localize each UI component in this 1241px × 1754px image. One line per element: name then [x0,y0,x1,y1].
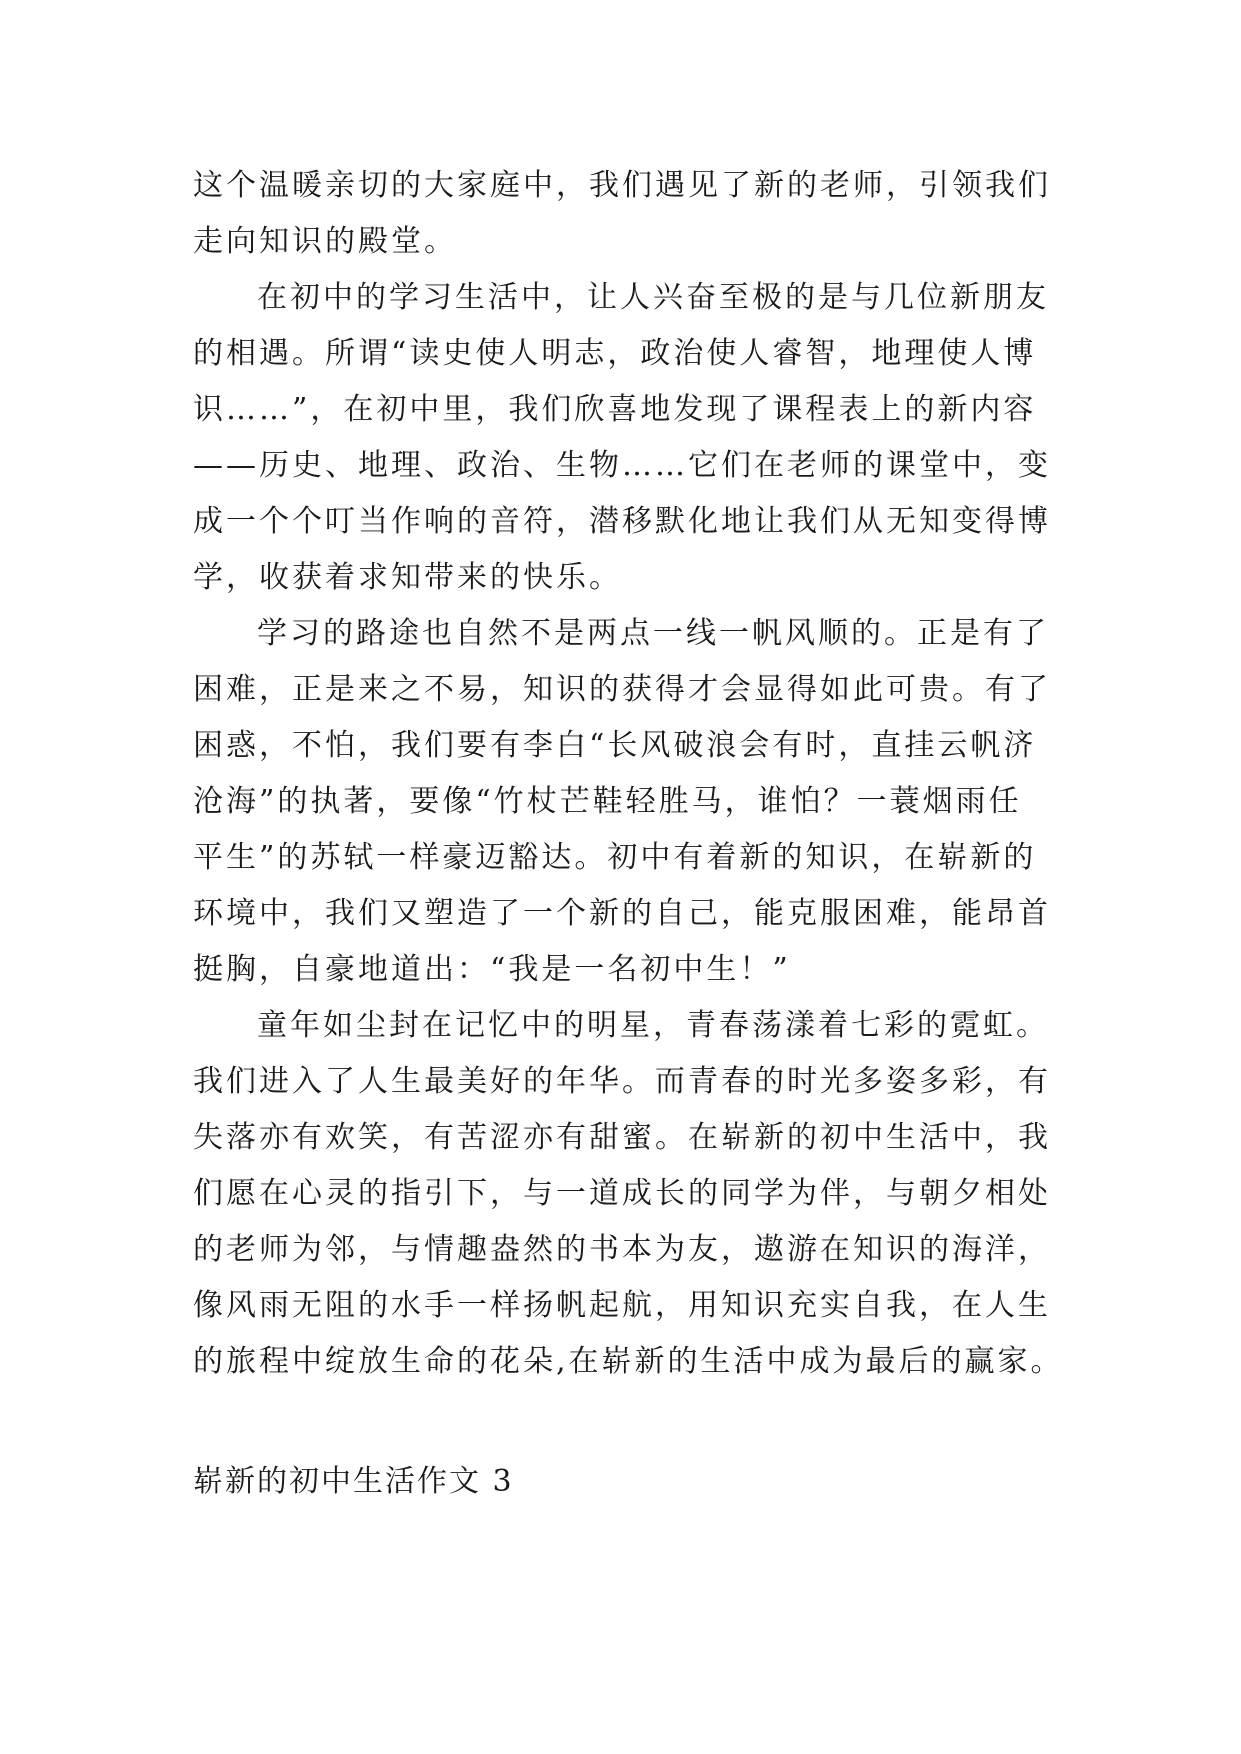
paragraph-line: 像风雨无阻的水手一样扬帆起航，用知识充实自我，在人生 [193,1288,1051,1323]
paragraph-line: ——历史、地理、政治、生物……它们在老师的课堂中，变 [193,448,1051,483]
paragraph-line: 平生”的苏轼一样豪迈豁达。初中有着新的知识，在崭新的 [193,840,1037,875]
paragraph-line: 我们进入了人生最美好的年华。而青春的时光多姿多彩，有 [193,1064,1051,1099]
paragraph-line: 童年如尘封在记忆中的明星，青春荡漾着七彩的霓虹。 [257,1008,1049,1043]
paragraph-line: 失落亦有欢笑，有苦涩亦有甜蜜。在崭新的初中生活中，我 [193,1120,1051,1155]
paragraph-line: 成一个个叮当作响的音符，潜移默化地让我们从无知变得博 [193,504,1051,539]
paragraph-line: 走向知识的殿堂。 [193,224,457,259]
paragraph-line: 识……”，在初中里，我们欣喜地发现了课程表上的新内容 [193,392,1037,427]
paragraph-line: 困难，正是来之不易，知识的获得才会显得如此可贵。有了 [193,672,1051,707]
section-heading: 崭新的初中生活作文 3 [193,1464,514,1499]
paragraph-line: 的老师为邻，与情趣盎然的书本为友，遨游在知识的海洋， [193,1232,1051,1267]
paragraph-line: 环境中，我们又塑造了一个新的自己，能克服困难，能昂首 [193,896,1051,931]
paragraph-line: 困惑，不怕，我们要有李白“长风破浪会有时，直挂云帆济 [193,728,1037,763]
paragraph-line: 的旅程中绽放生命的花朵,在崭新的生活中成为最后的赢家。 [193,1344,1064,1379]
paragraph-line: 这个温暖亲切的大家庭中，我们遇见了新的老师，引领我们 [193,168,1051,203]
paragraph-line: 学，收获着求知带来的快乐。 [193,560,622,595]
paragraph-line: 在初中的学习生活中，让人兴奋至极的是与几位新朋友 [257,280,1049,315]
paragraph-line: 们愿在心灵的指引下，与一道成长的同学为伴，与朝夕相处 [193,1176,1051,1211]
paragraph-line: 的相遇。所谓“读史使人明志，政治使人睿智，地理使人博 [193,336,1037,371]
paragraph-line: 挺胸，自豪地道出：“我是一名初中生！” [193,952,791,987]
paragraph-line: 沧海”的执著，要像“竹杖芒鞋轻胜马，谁怕？一蓑烟雨任 [193,784,1022,819]
paragraph-line: 学习的路途也自然不是两点一线一帆风顺的。正是有了 [257,616,1049,651]
